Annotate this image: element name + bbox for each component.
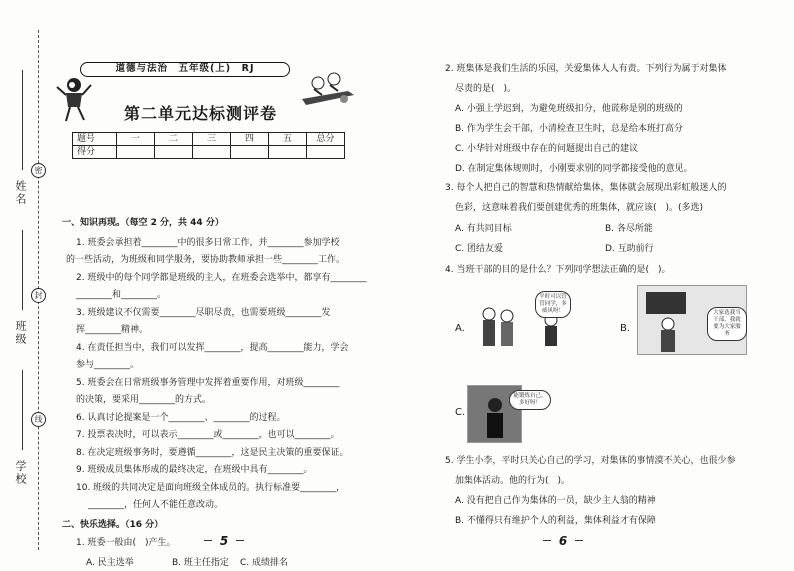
school-blank[interactable]: [22, 370, 23, 450]
option-b: B. 各尽所能: [605, 224, 653, 234]
section-1-title: 一、知识再现。（每空 2 分，共 44 分）: [62, 218, 224, 228]
option-d: D. 在制定集体规则时，小刚要求别的同学都接受他的意见。: [455, 164, 693, 174]
question-line: 的一些活动，为班级和同学服务，要协助教师承担一些________工作。: [66, 255, 346, 265]
option-a: A. 小强上学迟到，为避免班级扣分，他谎称是别的班级的: [455, 104, 683, 114]
question-line: 1. 班委一般由( )产生。: [76, 538, 176, 548]
score-cell[interactable]: [193, 146, 231, 159]
question-line: ________和________。: [76, 290, 167, 300]
illustration-b-label: B.: [620, 323, 631, 334]
score-header-cell: 题号: [73, 133, 117, 146]
blackboard: [646, 292, 686, 314]
option-b: B. 不懂得只有维护个人的利益，集体利益才有保障: [455, 516, 656, 526]
question-line: 5. 学生小李，平时只关心自己的学习，对集体的事情漠不关心，也很少参: [445, 456, 736, 466]
subject-badge: 道德与法治 五年级(上) RJ: [80, 62, 290, 77]
option-c: C. 团结友爱: [455, 244, 504, 254]
question-line: 3. 班级建议不仅需要________尽职尽责，也需要班级________发: [76, 308, 331, 318]
score-cell[interactable]: [307, 146, 345, 159]
score-cell[interactable]: [117, 146, 155, 159]
question-line: 6. 认真讨论提案是一个________、________的过程。: [76, 413, 286, 423]
seal-mi: 密: [31, 163, 46, 178]
question-line: 挥________精神。: [76, 325, 149, 335]
question-line: ________，任何人不能任意改动。: [88, 500, 224, 510]
score-header-cell: 五: [269, 133, 307, 146]
left-page: [62, 55, 367, 568]
score-header-cell: 总分: [307, 133, 345, 146]
score-cell[interactable]: [155, 146, 193, 159]
page-number-right: 6: [553, 532, 573, 550]
score-header-cell: 三: [193, 133, 231, 146]
seal-xian: 线: [31, 412, 46, 427]
question-line: 2. 班级中的每个同学都是班级的主人，在班委会选举中，都享有________: [76, 273, 367, 283]
question-line: 5. 班委会在日常班级事务管理中发挥着重要作用，对班级________: [76, 378, 340, 388]
illustration-a-speech-bubble: 平时可以管管同学，多威风呀！: [535, 291, 571, 318]
class-label: 班级: [14, 320, 27, 346]
seal-feng: 封: [31, 288, 46, 303]
question-line: 4. 在责任担当中，我们可以发挥________，提高________能力，学会: [76, 343, 349, 353]
score-header-cell: 四: [231, 133, 269, 146]
class-blank[interactable]: [22, 230, 23, 310]
school-label: 学校: [14, 460, 27, 486]
student-figure: [648, 316, 688, 354]
question-line: 的决策，要采用________的方式。: [76, 395, 212, 405]
question-line: 4. 当班干部的目的是什么？下列同学想法正确的是( )。: [445, 265, 671, 275]
illustration-b-speech-bubble: 大家选我当干部，我就要为大家服务: [707, 307, 747, 341]
option-a: A. 没有把自己作为集体的一员，缺少主人翁的精神: [455, 496, 656, 506]
page-header: [62, 55, 362, 100]
score-header-cell: 一: [117, 133, 155, 146]
score-cell[interactable]: [269, 146, 307, 159]
option-a: A. 有共同目标: [455, 224, 512, 234]
score-table-score-row: [73, 146, 345, 159]
question-line: 尽责的是( )。: [455, 84, 517, 94]
question-line: 色彩，这意味着我们要创建优秀的班集体，就应该( )。(多选): [455, 203, 704, 213]
score-row-label: 得分: [73, 146, 117, 159]
option-b: B. 作为学生会干部，小清检查卫生时，总是给本班打高分: [455, 124, 683, 134]
student-figure: [478, 396, 512, 440]
section-2-title: 二、快乐选择。（16 分）: [62, 520, 164, 530]
option-d: D. 互助前行: [605, 244, 654, 254]
question-line: 加集体活动。他的行为( )。: [455, 476, 571, 486]
option-a: A. 民主选举: [86, 558, 134, 568]
score-table: [72, 132, 345, 159]
name-label: 姓名: [14, 180, 27, 206]
illustration-c-label: C.: [455, 407, 466, 418]
children-on-pencil-illustration: [300, 69, 356, 109]
illustration-a-label: A.: [455, 323, 465, 334]
question-line: 1. 班委会承担着________中的很多日常工作，并________参加学校: [76, 238, 340, 248]
score-header-cell: 二: [155, 133, 193, 146]
question-line: 7. 投票表决时，可以表示________或________，也可以________。: [76, 430, 340, 440]
question-line: 10. 班级的共同决定是面向班级全体成员的。执行标准要________，: [76, 483, 346, 493]
question-line: 参与________。: [76, 360, 140, 370]
option-c: C. 小华针对班级中存在的问题提出自己的建议: [455, 144, 639, 154]
binding-strip: [8, 30, 48, 550]
question-line: 9. 班级成员集体形成的最终决定，在班级中具有________。: [76, 465, 313, 475]
jumping-child-illustration: [54, 75, 94, 125]
illustration-c-speech-bubble: 能锻炼自己，多好呀！: [509, 390, 551, 410]
name-blank[interactable]: [22, 70, 23, 170]
option-c: C. 成绩排名: [240, 558, 289, 568]
page-number-left: 5: [214, 532, 234, 550]
question-line: 8. 在决定班级事务时，要遵循________，这是民主决策的重要保证。: [76, 448, 349, 458]
score-cell[interactable]: [231, 146, 269, 159]
page-title: 第二单元达标测评卷: [124, 104, 278, 123]
question-line: 2. 班集体是我们生活的乐园，关爱集体人人有责。下列行为属于对集体: [445, 64, 727, 74]
score-table-header-row: [73, 133, 345, 146]
question-line: 3. 每个人把自己的智慧和热情献给集体，集体就会展现出彩虹般迷人的: [445, 183, 727, 193]
option-b: B. 班主任指定: [172, 558, 229, 568]
